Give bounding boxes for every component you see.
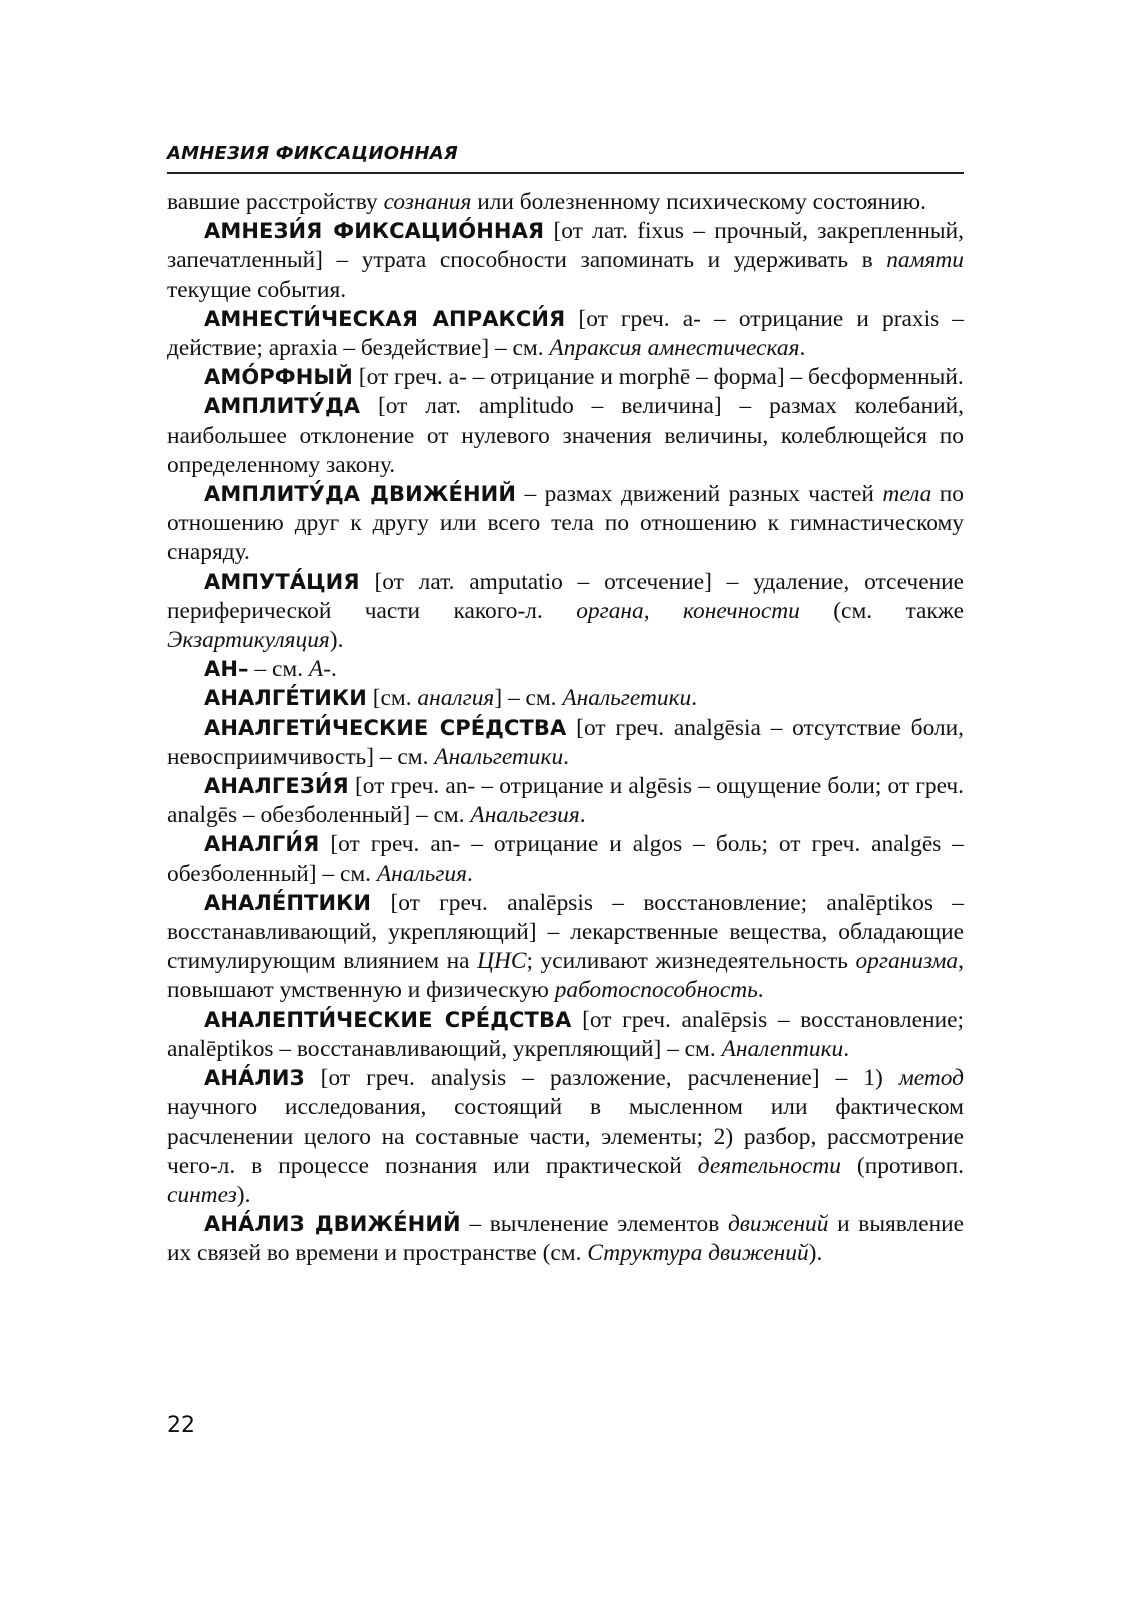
- definition-text: [см.: [366, 685, 418, 712]
- italic-term: работоспособность: [554, 977, 758, 1004]
- definition-text: .: [843, 1035, 850, 1062]
- italic-term: органа: [576, 597, 644, 624]
- definition-text: по отношению друг к другу или всего тела по отношению к гимнастическому снаряду.: [167, 481, 964, 566]
- running-head: [167, 143, 964, 174]
- entry-headword: АНА́ЛИЗ: [204, 1066, 305, 1091]
- dictionary-entry: [167, 1064, 964, 1210]
- definition-text: (противоп.: [840, 1152, 965, 1179]
- entry-headword: АМНЕЗИ́Я ФИКСАЦИО́ННАЯ: [204, 219, 545, 244]
- definition-text: [от греч. analēpsis – восстановление; analēptikos – восстанавливающий, укрепляющий] – см.: [167, 1006, 964, 1062]
- dictionary-entry: [167, 714, 964, 772]
- entry-headword: АМО́РФНЫЙ: [204, 365, 353, 390]
- entry-headword: АНАЛГИ́Я: [204, 832, 320, 857]
- entry-headword: АМПЛИТУ́ДА ДВИЖЕ́НИЙ: [204, 482, 517, 507]
- dictionary-text: [167, 188, 964, 1269]
- entry-headword: АМНЕСТИ́ЧЕСКАЯ АПРАКСИ́Я: [204, 306, 566, 331]
- dictionary-entry: [167, 889, 964, 1006]
- italic-term: Анальгия: [376, 860, 467, 887]
- definition-text: ).: [236, 1181, 251, 1208]
- definition-text: [от греч. an- – отрицание и algēsis – ощущение боли; от греч. analgēs – обезболенный] – см.: [167, 773, 964, 829]
- definition-text: – вычленение элементов: [460, 1211, 728, 1238]
- definition-text: .: [467, 860, 473, 887]
- definition-text: [от греч. an- – отрицание и algos – боль; от греч. analgēs – обезболенный] – см.: [167, 831, 964, 887]
- entry-headword: АНА́ЛИЗ ДВИЖЕ́НИЙ: [204, 1212, 461, 1237]
- italic-term: Экзартикуляция: [167, 627, 330, 654]
- definition-text: ).: [329, 627, 344, 654]
- italic-term: памяти: [886, 247, 964, 274]
- entry-headword: АНАЛЕ́ПТИКИ: [204, 890, 372, 915]
- dictionary-entry: [167, 305, 964, 363]
- italic-term: синтез: [167, 1181, 237, 1208]
- italic-term: А: [308, 656, 324, 683]
- dictionary-entry: [167, 480, 964, 568]
- definition-text: [от греч. analysis – разложение, расчленение] – 1): [304, 1065, 899, 1092]
- definition-text: .: [579, 802, 586, 829]
- definition-text: ).: [808, 1240, 823, 1267]
- entry-headword: АНАЛГЕТИ́ЧЕСКИЕ СРЕ́ДСТВА: [204, 715, 567, 740]
- dictionary-entry: [167, 392, 964, 480]
- definition-text: , повышают умственную и физическую: [167, 948, 964, 1004]
- definition-text: [от лат. amputatio – отсечение] – удаление, отсечение периферической части какого-л.: [167, 568, 964, 624]
- dictionary-entry: [167, 655, 964, 684]
- italic-term: сознания: [383, 189, 472, 215]
- definition-text: -.: [323, 656, 337, 683]
- entry-headword: АН–: [204, 657, 249, 682]
- dictionary-entry: [167, 217, 964, 305]
- definition-text: [от греч. а- – отрицание и praxis – действие; apraxia – бездействие] – см.: [167, 305, 964, 362]
- dictionary-entry: [167, 568, 964, 656]
- definition-text: [от греч. analēpsis – восстановление; analēptikos – восстанавливающий, укрепляющий] – лекарственные вещества, обладающие стимулирующим влиянием на: [167, 889, 964, 975]
- italic-term: Структура движений: [587, 1240, 809, 1267]
- italic-term: Анальгетики: [434, 743, 564, 770]
- running-head-title: АМНЕЗИЯ ФИКСАЦИОННАЯ: [167, 143, 458, 164]
- continuation-paragraph: [167, 188, 964, 217]
- definition-text: .: [799, 335, 806, 362]
- definition-text: вавшие расстройству: [167, 189, 384, 215]
- definition-text: [от лат. fixus – прочный, закрепленный, запечатленный] – утрата способности запоминать и удерживать в: [167, 218, 964, 274]
- italic-term: тела: [882, 481, 932, 508]
- definition-text: [от греч. analgēsia – отсутствие боли, невосприимчивость] – см.: [167, 714, 964, 770]
- definition-text: текущие события.: [167, 276, 347, 303]
- dictionary-entry: [167, 363, 964, 392]
- entry-headword: АМПЛИТУ́ДА: [204, 394, 361, 419]
- definition-text: .: [563, 743, 569, 770]
- dictionary-entry: [167, 830, 964, 888]
- italic-term: ЦНС: [477, 948, 527, 975]
- definition-text: – см.: [248, 656, 309, 683]
- entry-headword: АНАЛГЕ́ТИКИ: [204, 686, 367, 711]
- dictionary-entry: [167, 772, 964, 830]
- definition-text: [от лат. amplitudo – величина] – размах колебаний, наибольшее отклонение от нулевого значения величины, колеблющейся по определенному закону.: [167, 393, 964, 478]
- definition-text: ,: [643, 597, 683, 624]
- italic-term: организма: [855, 948, 959, 975]
- definition-text: ; усиливают жизнедеятельность: [526, 948, 856, 975]
- italic-term: Анальгезия: [470, 802, 580, 829]
- italic-term: Аналептики: [721, 1035, 844, 1062]
- italic-term: деятельности: [697, 1152, 841, 1179]
- definition-text: .: [691, 685, 698, 712]
- entry-headword: АНАЛЕПТИ́ЧЕСКИЕ СРЕ́ДСТВА: [204, 1007, 572, 1032]
- definition-text: научного исследования, состоящий в мысленном или фактическом расчленении целого на составные части, элементы; 2) разбор, рассмотрение чего-л. в процессе познания или практической: [167, 1094, 964, 1179]
- definition-text: – размах движений разных частей: [516, 481, 883, 508]
- definition-text: или болезненному психическому состоянию.: [471, 189, 927, 215]
- definition-text: (см. также: [799, 597, 964, 624]
- italic-term: конечности: [682, 597, 800, 624]
- entry-headword: АНАЛГЕЗИ́Я: [204, 774, 349, 799]
- italic-term: движений: [727, 1211, 829, 1238]
- definition-text: .: [757, 977, 764, 1004]
- definition-text: ] – см.: [494, 685, 563, 712]
- dictionary-entry: [167, 684, 964, 713]
- page-number: 22: [167, 1413, 195, 1438]
- italic-term: Апраксия амнестическая: [549, 335, 800, 362]
- definition-text: [от греч. а- – отрицание и morphē – форма] – бесформенный.: [352, 364, 964, 391]
- definition-text: и выявление их связей во времени и пространстве (см.: [167, 1211, 964, 1267]
- italic-term: метод: [898, 1065, 964, 1092]
- italic-term: Анальгетики: [562, 685, 692, 712]
- italic-term: аналгия: [417, 685, 495, 712]
- dictionary-entry: [167, 1006, 964, 1064]
- entry-headword: АМПУТА́ЦИЯ: [204, 569, 360, 594]
- dictionary-entry: [167, 1210, 964, 1268]
